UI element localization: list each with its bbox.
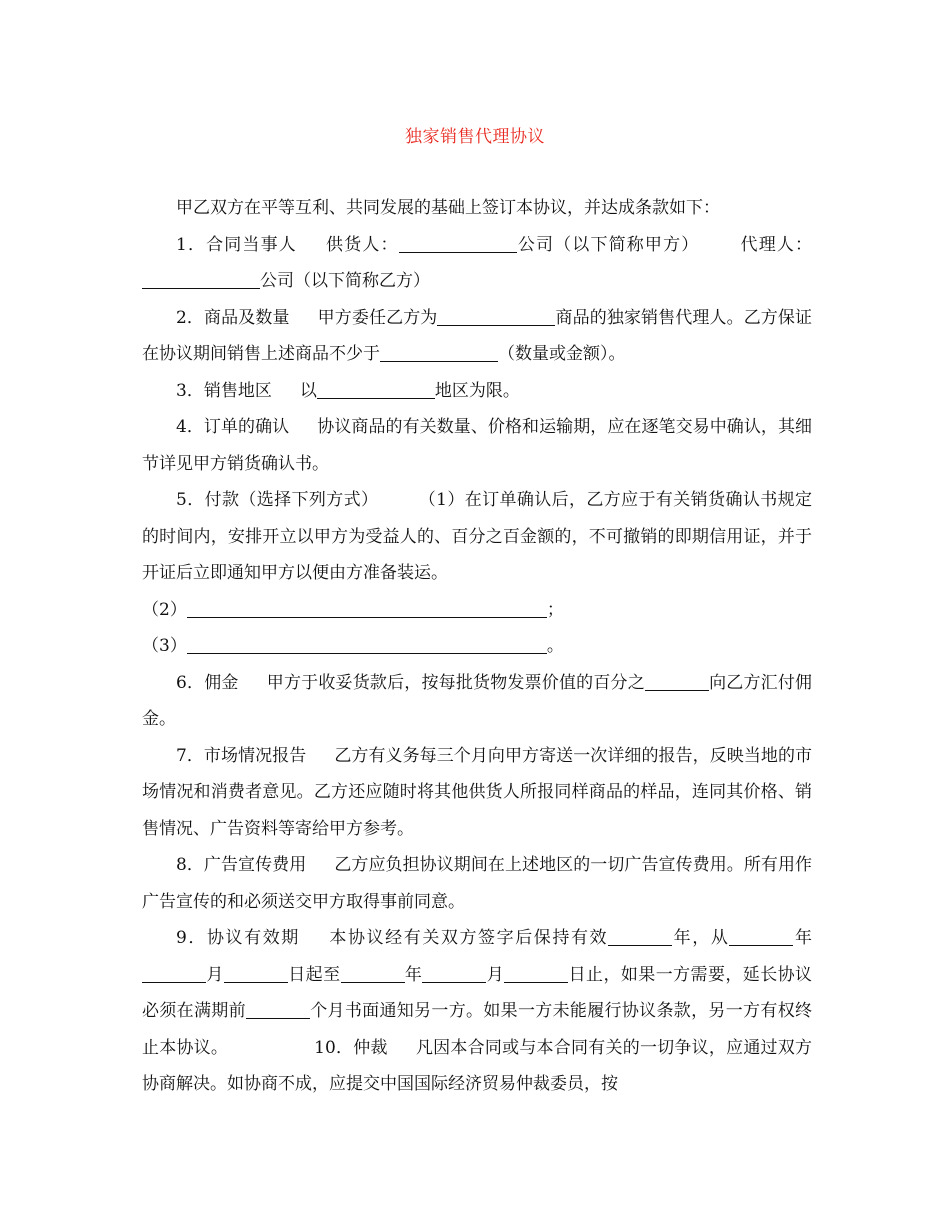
supplier-note: 公司（以下简称甲方） [516,234,700,255]
clause-3-text-a: 以 [299,380,317,401]
clause-9-and-10 [142,920,812,1103]
clause-6-heading: 6．佣金 [176,672,239,693]
clause-4-heading: 4．订单的确认 [176,417,290,437]
valid-years-blank [608,927,672,946]
clause-3-text-b: 地区为限。 [434,380,520,401]
clause-9-text-c: 年 [793,928,812,948]
clause-5-heading: 5．付款（选择下列方式） [176,490,379,510]
notice-months-blank [246,1000,310,1019]
clause-9-text-g: 月 [486,964,505,985]
clause-9-text-b: 年，从 [672,928,730,948]
end-day-blank [504,964,568,983]
clause-1 [142,227,812,300]
clause-9-text-d: 月 [206,964,224,985]
clause-8 [142,847,812,920]
payment-option-2-label: （2） [142,599,187,620]
clause-6 [142,665,812,738]
clause-2-heading: 2．商品及数量 [176,307,290,328]
clause-9-text-f: 年 [404,964,423,985]
clause-6-text-a: 甲方于收妥货款后，按每批货物发票价值的百分之 [266,672,645,693]
start-year-blank [729,927,793,946]
agent-note: 公司（以下简称乙方） [260,271,430,291]
commission-percent-blank [645,672,709,691]
clause-9-text-e: 日起至 [287,964,341,985]
supplier-label: 供货人： [324,234,399,255]
clause-8-text: 乙方应负担协议期间在上述地区的一切广告宣传费用。所有用作广告宣传的和必须送交甲方取得事前同意。 [142,855,813,912]
clause-7-text: 乙方有义务每三个月向甲方寄送一次详细的报告，反映当地的市场情况和消费者意见。乙方还应随时将其他供货人所报同样商品的样品，连同其价格、销售情况、广告资料等寄给甲方参考。 [142,745,813,839]
clause-3 [142,373,812,410]
payment-option-2-end: ； [546,599,564,620]
goods-name-blank [437,307,555,326]
clause-10-heading: 10．仲裁 [314,1037,388,1058]
clause-10-text: 凡因本合同或与本合同有关的一切争议，应通过双方协商解决。如协商不成，应提交中国国际经济贸易仲裁委员，按 [142,1037,813,1094]
start-month-blank [142,964,206,983]
payment-option-2-blank [187,599,547,618]
payment-option-3 [142,628,812,665]
clause-6-text-b: 向乙方汇付佣金。 [142,672,813,729]
clause-8-heading: 8．广告宣传费用 [176,855,307,875]
clause-9-text-a: 本协议经有关双方签字后保持有效 [327,928,609,948]
clause-7 [142,738,812,848]
clause-4-text: 协议商品的有关数量、价格和运输期，应在逐笔交易中确认，其细节详见甲方销货确认书。 [142,417,812,474]
clause-9-heading: 9．协议有效期 [176,928,300,948]
agent-label: 代理人： [739,234,813,255]
clause-1-heading: 1．合同当事人 [176,234,297,255]
clause-2 [142,300,812,373]
payment-option-3-blank [187,635,547,654]
payment-option-2 [142,592,812,629]
clause-9-text-h: 日止，如果一方需要，延长协议必须在满期前 [142,964,813,1021]
agreement-body [142,190,812,1103]
payment-option-3-end: 。 [546,636,564,656]
region-blank [317,380,435,399]
clause-2-text-a: 甲方委任乙方为 [317,307,438,328]
clause-3-heading: 3．销售地区 [176,380,272,401]
intro-paragraph: 甲乙双方在平等互利、共同发展的基础上签订本协议，并达成条款如下： [176,198,720,218]
agent-company-blank [142,270,260,289]
min-quantity-blank [380,343,498,362]
end-month-blank [422,964,486,983]
clause-7-heading: 7．市场情况报告 [176,745,307,766]
clause-2-text-c: （数量或金额）。 [498,344,626,364]
clause-9-text-i: 个月书面通知另一方。如果一方未能履行协议条款，另一方有权终止本协议。 [142,1001,813,1058]
clause-5 [142,482,812,592]
clause-2-text-b: 商品的独家销售代理人。乙方保证在协议期间销售上述商品不少于 [142,307,813,364]
payment-option-3-label: （3） [142,636,187,656]
supplier-company-blank [399,234,517,253]
end-year-blank [341,964,405,983]
clause-4 [142,409,812,482]
start-day-blank [224,964,288,983]
clause-5-text: （1）在订单确认后，乙方应于有关销货确认书规定的时间内，安排开立以甲方为受益人的、百分之百金额的，不可撤销的即期信用证，并于开证后立即通知甲方以便由方准备装运。 [142,490,812,583]
document-title: 独家销售代理协议 [405,127,545,147]
